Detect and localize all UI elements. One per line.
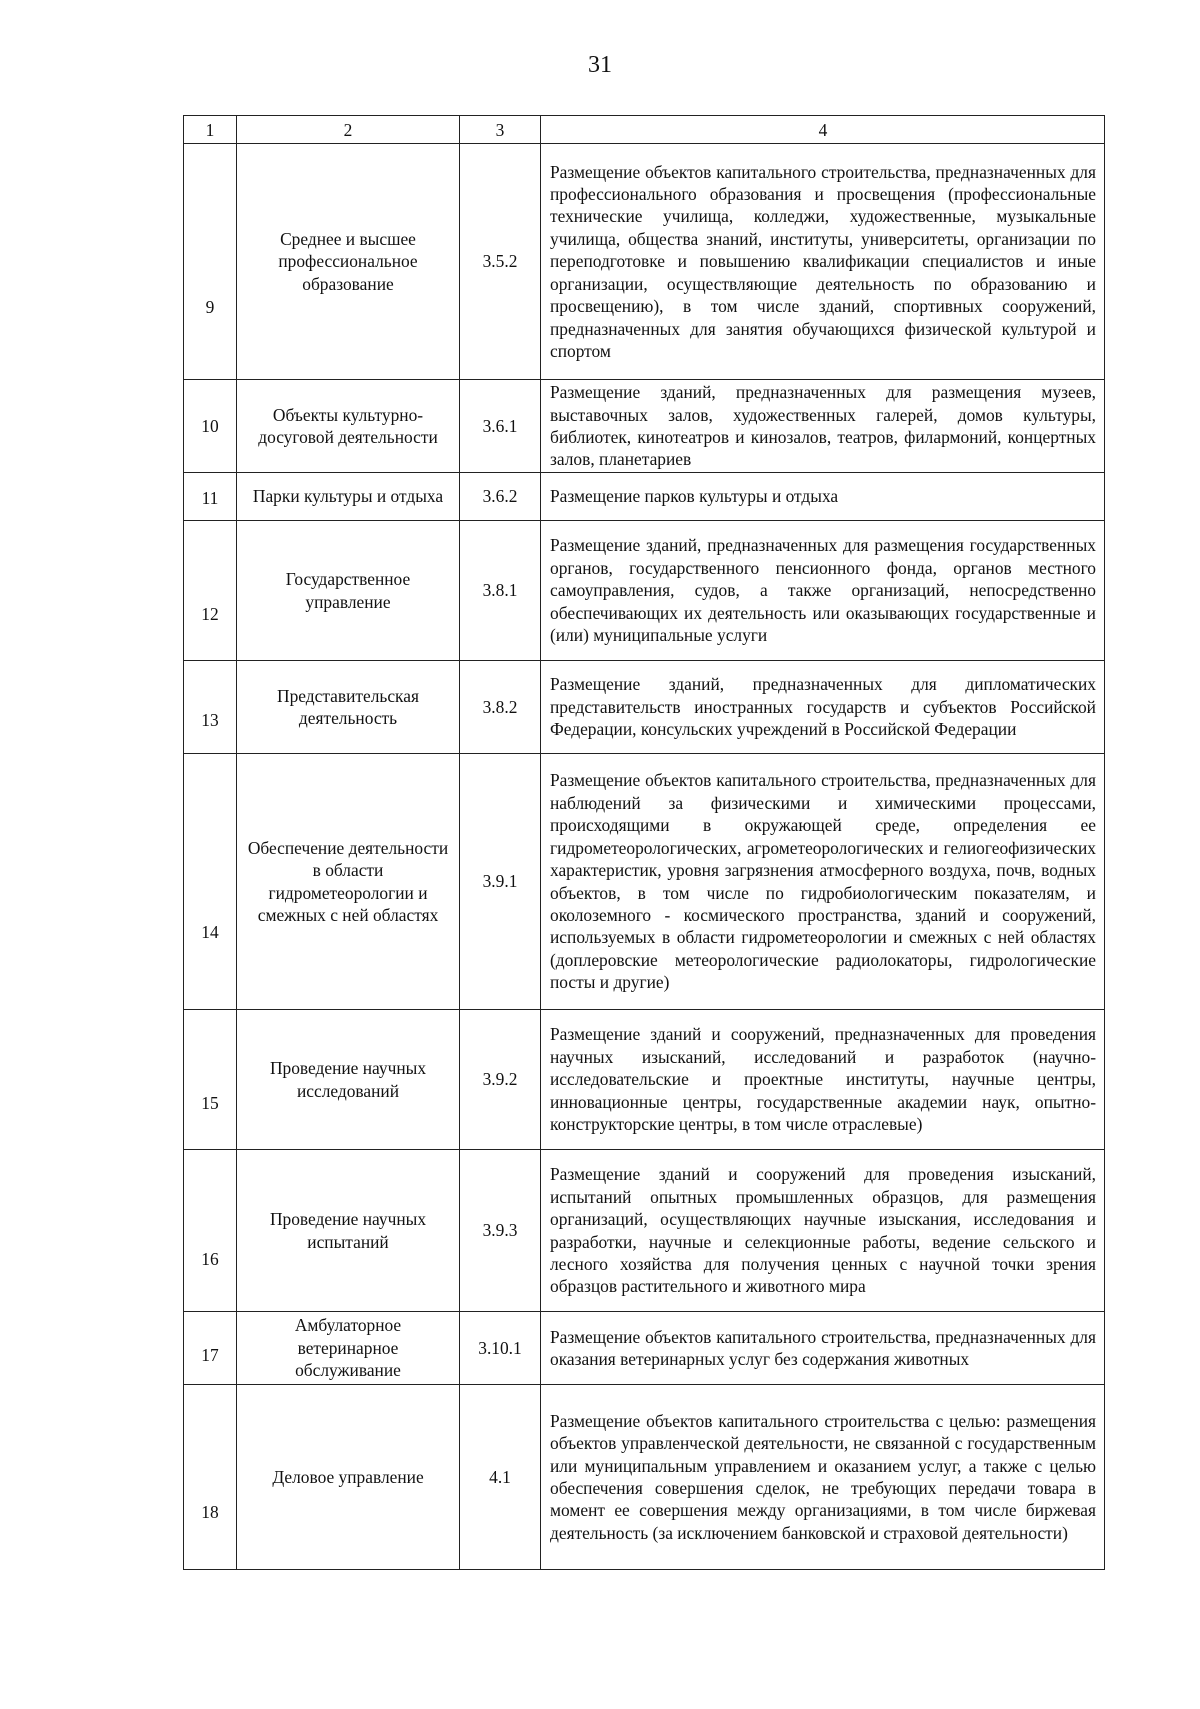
row-number: 10 [184,380,237,473]
row-name: Объекты культурно-досуговой деятельности [237,380,460,473]
row-number: 12 [184,521,237,661]
table-row [184,144,1105,380]
row-code: 3.5.2 [460,144,541,380]
table-row [184,380,1105,473]
header-col-2: 2 [237,116,460,144]
row-description: Размещение зданий, предназначенных для размещения государственных органов, государственного пенсионного фонда, органов местного самоуправления, судов, а также организаций, непосредственно обеспечивающих их деятельность или оказывающих государственные и (или) муниципальные услуги [541,521,1105,661]
table-row [184,1312,1105,1385]
row-code: 4.1 [460,1385,541,1570]
row-code: 3.9.2 [460,1010,541,1150]
row-name: Деловое управление [237,1385,460,1570]
table-row [184,473,1105,521]
row-description: Размещение зданий, предназначенных для дипломатических представительств иностранных государств и субъектов Российской Федерации, консульских учреждений в Российской Федерации [541,661,1105,754]
table-row [184,521,1105,661]
row-number: 17 [184,1312,237,1385]
row-number: 13 [184,661,237,754]
row-description: Размещение зданий, предназначенных для размещения музеев, выставочных залов, художественных галерей, домов культуры, библиотек, кинотеатров и кинозалов, театров, филармоний, концертных залов, планетариев [541,380,1105,473]
row-number: 18 [184,1385,237,1570]
header-col-4: 4 [541,116,1105,144]
row-description: Размещение объектов капитального строительства с целью: размещения объектов управленческой деятельности, не связанной с государственным или муниципальным управлением и оказанием услуг, а также с целью обеспечения совершения сделок, не требующих передачи товара в момент ее совершения между организациями, в том числе биржевая деятельность (за исключением банковской и страховой деятельности) [541,1385,1105,1570]
row-code: 3.10.1 [460,1312,541,1385]
table-header [184,116,1105,144]
row-name: Представительская деятельность [237,661,460,754]
row-code: 3.8.1 [460,521,541,661]
table-row [184,1385,1105,1570]
row-code: 3.6.2 [460,473,541,521]
land-use-table [183,115,1105,1570]
row-number: 11 [184,473,237,521]
table-row [184,754,1105,1010]
row-description: Размещение парков культуры и отдыха [541,473,1105,521]
row-number: 15 [184,1010,237,1150]
row-name: Государственное управление [237,521,460,661]
row-code: 3.9.1 [460,754,541,1010]
row-code: 3.8.2 [460,661,541,754]
row-name: Проведение научных испытаний [237,1150,460,1312]
row-description: Размещение объектов капитального строительства, предназначенных для оказания ветеринарных услуг без содержания животных [541,1312,1105,1385]
table-row [184,1010,1105,1150]
table-row [184,661,1105,754]
row-name: Амбулаторное ветеринарное обслуживание [237,1312,460,1385]
row-name: Проведение научных исследований [237,1010,460,1150]
row-description: Размещение зданий и сооружений для проведения изысканий, испытаний опытных промышленных образцов, для размещения организаций, осуществляющих научные изыскания, исследования и разработки, научные и селекционные работы, ведение сельского и лесного хозяйства для получения ценных с научной точки зрения образцов растительного и животного мира [541,1150,1105,1312]
row-number: 16 [184,1150,237,1312]
row-code: 3.9.3 [460,1150,541,1312]
row-description: Размещение зданий и сооружений, предназначенных для проведения научных изысканий, исследований и разработок (научно-исследовательские и проектные институты, научные центры, инновационные центры, государственные академии наук, опытно-конструкторские центры, в том числе отраслевые) [541,1010,1105,1150]
row-number: 9 [184,144,237,380]
header-col-3: 3 [460,116,541,144]
row-description: Размещение объектов капитального строительства, предназначенных для наблюдений за физическими и химическими процессами, происходящими в окружающей среде, определения ее гидрометеорологических, агрометеорологических и гелиогеофизических характеристик, уровня загрязнения атмосферного воздуха, почв, водных объектов, в том числе по гидробиологическим показателям, и околоземного - космического пространства, зданий и сооружений, используемых в области гидрометеорологии и смежных с ней областях (доплеровские метеорологические радиолокаторы, гидрологические посты и другие) [541,754,1105,1010]
table-body [184,144,1105,1570]
row-description: Размещение объектов капитального строительства, предназначенных для профессионального образования и просвещения (профессиональные технические училища, колледжи, художественные, музыкальные училища, общества знаний, институты, университеты, организации по переподготовке и повышению квалификации специалистов и иные организации, осуществляющие деятельность по образованию и просвещению), в том числе зданий, спортивных сооружений, предназначенных для занятия обучающихся физической культурой и спортом [541,144,1105,380]
header-col-1: 1 [184,116,237,144]
row-name: Среднее и высшее профессиональное образование [237,144,460,380]
header-row [184,116,1105,144]
table-row [184,1150,1105,1312]
row-name: Обеспечение деятельности в области гидрометеорологии и смежных с ней областях [237,754,460,1010]
row-name: Парки культуры и отдыха [237,473,460,521]
row-code: 3.6.1 [460,380,541,473]
row-number: 14 [184,754,237,1010]
page-number: 31 [588,52,612,78]
